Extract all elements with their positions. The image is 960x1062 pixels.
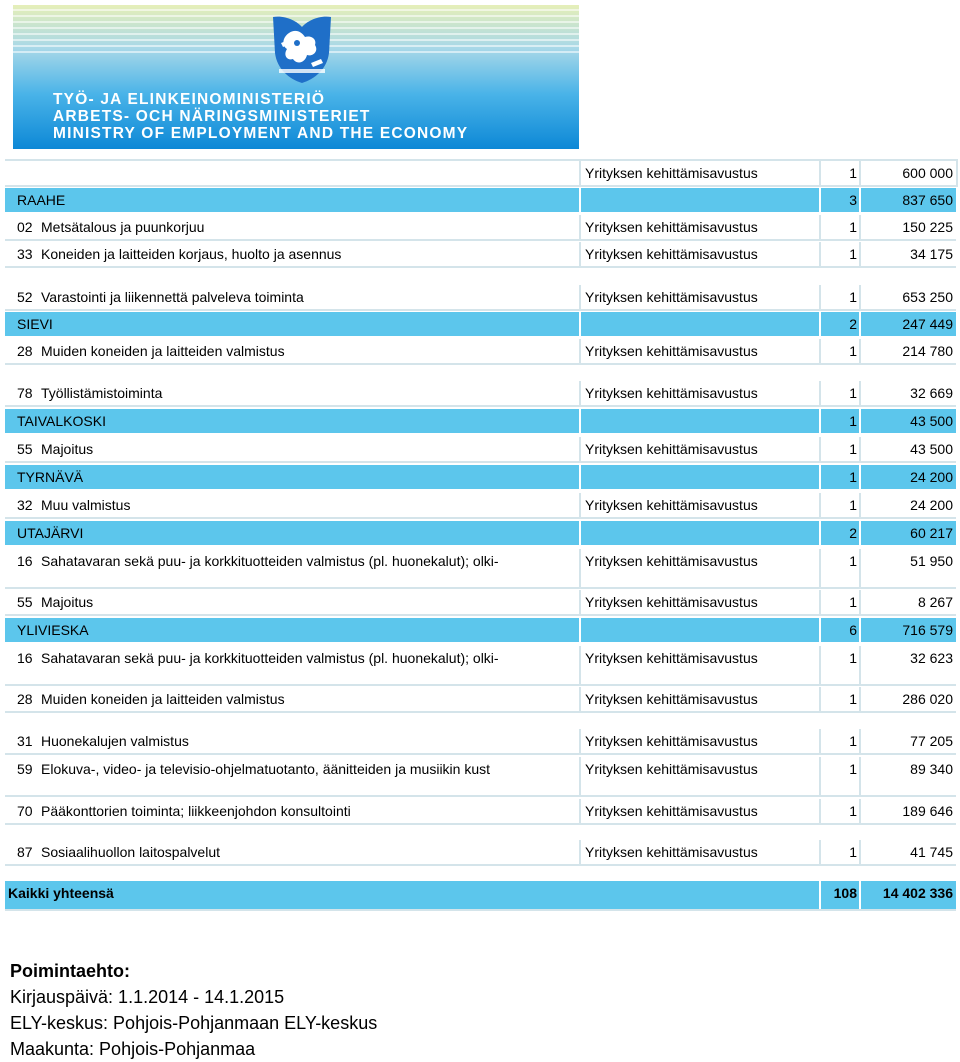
- industry-name: Työllistämistoiminta: [41, 385, 163, 401]
- criteria-heading: Poimintaehto:: [10, 961, 130, 981]
- count-cell: 1: [819, 437, 859, 461]
- industry-name: Muiden koneiden ja laitteiden valmistus: [41, 343, 285, 359]
- industry-code: 31: [17, 733, 33, 749]
- grant-type-cell: Yrityksen kehittämisavustus: [579, 285, 819, 309]
- grant-type-cell: Yrityksen kehittämisavustus: [579, 549, 819, 587]
- count-cell: 1: [819, 757, 859, 795]
- total-count: 108: [819, 881, 859, 909]
- industry-name: Muu valmistus: [41, 497, 131, 513]
- count-cell: 1: [819, 285, 859, 309]
- industry-name: Pääkonttorien toiminta; liikkeenjohdon konsultointi: [41, 803, 351, 819]
- industry-cell: [5, 242, 579, 266]
- amount-cell: 41 745: [859, 840, 956, 864]
- table-row: [5, 381, 956, 407]
- grant-type-cell: [579, 465, 819, 489]
- industry-cell: [5, 590, 579, 614]
- industry-cell: [5, 285, 579, 309]
- amount-cell: 247 449: [859, 312, 956, 336]
- grant-type-cell: Yrityksen kehittämisavustus: [579, 729, 819, 753]
- table-row: [5, 590, 956, 616]
- criteria-date-range: Kirjauspäivä: 1.1.2014 - 14.1.2015: [10, 987, 285, 1007]
- amount-cell: 837 650: [859, 188, 956, 212]
- industry-name: Huonekalujen valmistus: [41, 733, 189, 749]
- municipality-row: [5, 312, 956, 336]
- industry-code: 32: [17, 497, 33, 513]
- industry-cell: [5, 493, 579, 517]
- grant-type-cell: Yrityksen kehittämisavustus: [579, 437, 819, 461]
- industry-name: Varastointi ja liikennettä palveleva toiminta: [41, 289, 304, 305]
- industry-code: 78: [17, 385, 33, 401]
- industry-code: 28: [17, 343, 33, 359]
- table-row: [5, 757, 956, 797]
- amount-cell: 214 780: [859, 339, 956, 363]
- table-row: [5, 799, 956, 825]
- municipality-name: YLIVIESKA: [17, 622, 89, 638]
- industry-code: 55: [17, 441, 33, 457]
- table-row: [5, 646, 956, 686]
- industry-name: Sahatavaran sekä puu- ja korkkituotteiden valmistus (pl. huonekalut); olki-: [41, 553, 499, 569]
- industry-cell: [5, 549, 565, 587]
- industry-cell: [5, 339, 579, 363]
- table-row: [5, 242, 956, 268]
- grant-type-cell: [579, 312, 819, 336]
- count-cell: 3: [819, 188, 859, 212]
- grant-type-cell: [579, 521, 819, 545]
- count-cell: 1: [819, 840, 859, 864]
- ministry-name-en: MINISTRY OF EMPLOYMENT AND THE ECONOMY: [53, 125, 469, 142]
- count-cell: 1: [819, 590, 859, 614]
- ministry-name: [53, 91, 573, 142]
- amount-cell: 60 217: [859, 521, 956, 545]
- industry-cell: [5, 437, 579, 461]
- grant-type-cell: Yrityksen kehittämisavustus: [579, 339, 819, 363]
- municipality-row: [5, 188, 956, 212]
- industry-cell: [5, 729, 579, 753]
- count-cell: 1: [819, 493, 859, 517]
- table-row: [5, 840, 956, 866]
- total-amount: 14 402 336: [859, 881, 956, 909]
- amount-cell: 32 623: [859, 646, 956, 684]
- criteria-ely-centre: ELY-keskus: Pohjois-Pohjanmaan ELY-keskus: [10, 1013, 378, 1033]
- count-cell: 2: [819, 521, 859, 545]
- ministry-logo-banner: [13, 5, 579, 149]
- grant-type-cell: Yrityksen kehittämisavustus: [579, 381, 819, 405]
- grant-type-cell: Yrityksen kehittämisavustus: [579, 840, 819, 864]
- industry-cell: [5, 646, 565, 684]
- amount-cell: 189 646: [859, 799, 956, 823]
- count-cell: 1: [819, 339, 859, 363]
- total-row: [5, 881, 956, 911]
- table-row: [5, 729, 956, 755]
- grant-type-cell: Yrityksen kehittämisavustus: [579, 646, 819, 684]
- industry-code: 33: [17, 246, 33, 262]
- industry-code: 16: [17, 650, 33, 666]
- industry-name: Sahatavaran sekä puu- ja korkkituotteiden valmistus (pl. huonekalut); olki-: [41, 650, 499, 666]
- count-cell: 1: [819, 799, 859, 823]
- industry-cell: [5, 840, 579, 864]
- amount-cell: 716 579: [859, 618, 956, 642]
- table-row: [5, 159, 958, 187]
- industry-cell: [5, 799, 579, 823]
- industry-code: 16: [17, 553, 33, 569]
- industry-cell: [5, 161, 579, 185]
- total-type-cell: [579, 881, 819, 909]
- amount-cell: 150 225: [859, 215, 956, 239]
- industry-code: 70: [17, 803, 33, 819]
- selection-criteria: [10, 958, 377, 1062]
- table-row: [5, 687, 956, 713]
- criteria-region: Maakunta: Pohjois-Pohjanmaa: [10, 1039, 256, 1059]
- amount-cell: 8 267: [859, 590, 956, 614]
- industry-code: 28: [17, 691, 33, 707]
- count-cell: 1: [819, 687, 859, 711]
- municipality-row: [5, 409, 956, 433]
- table-row: [5, 437, 956, 463]
- municipality-name: TYRNÄVÄ: [17, 469, 84, 485]
- ministry-name-sv: ARBETS- OCH NÄRINGSMINISTERIET: [53, 108, 371, 125]
- industry-code: 52: [17, 289, 33, 305]
- amount-cell: 43 500: [859, 409, 956, 433]
- grant-type-cell: Yrityksen kehittämisavustus: [579, 757, 819, 795]
- amount-cell: 24 200: [859, 493, 956, 517]
- count-cell: 1: [819, 465, 859, 489]
- grant-type-cell: Yrityksen kehittämisavustus: [579, 493, 819, 517]
- grant-type-cell: Yrityksen kehittämisavustus: [579, 687, 819, 711]
- table-row: [5, 215, 956, 241]
- municipality-row: [5, 618, 956, 642]
- grant-type-cell: [579, 409, 819, 433]
- municipality-name: UTAJÄRVI: [17, 525, 84, 541]
- industry-code: 55: [17, 594, 33, 610]
- count-cell: 6: [819, 618, 859, 642]
- grant-type-cell: Yrityksen kehittämisavustus: [579, 215, 819, 239]
- industry-name: Majoitus: [41, 594, 94, 610]
- count-cell: 1: [819, 381, 859, 405]
- municipality-name: TAIVALKOSKI: [17, 413, 106, 429]
- industry-cell: [5, 215, 579, 239]
- industry-name: Sosiaalihuollon laitospalvelut: [41, 844, 221, 860]
- industry-cell: [5, 757, 565, 795]
- grant-type-cell: Yrityksen kehittämisavustus: [579, 161, 819, 185]
- table-row: [5, 493, 956, 519]
- industry-name: Elokuva-, video- ja televisio-ohjelmatuotanto, äänitteiden ja musiikin kust: [41, 761, 491, 777]
- municipality-name: RAAHE: [17, 192, 66, 208]
- municipality-row: [5, 465, 956, 489]
- amount-cell: 600 000: [859, 161, 956, 185]
- count-cell: 1: [819, 215, 859, 239]
- amount-cell: 51 950: [859, 549, 956, 587]
- count-cell: 1: [819, 242, 859, 266]
- amount-cell: 77 205: [859, 729, 956, 753]
- industry-cell: [5, 687, 579, 711]
- industry-code: 59: [17, 761, 33, 777]
- amount-cell: 24 200: [859, 465, 956, 489]
- lion-crest-icon: [267, 13, 337, 90]
- municipality-name: SIEVI: [17, 316, 53, 332]
- table-row: [5, 549, 956, 589]
- industry-name: Metsätalous ja puunkorjuu: [41, 219, 205, 235]
- amount-cell: 32 669: [859, 381, 956, 405]
- industry-name: Muiden koneiden ja laitteiden valmistus: [41, 691, 285, 707]
- count-cell: 1: [819, 549, 859, 587]
- count-cell: 1: [819, 646, 859, 684]
- table-row: [5, 339, 956, 365]
- amount-cell: 653 250: [859, 285, 956, 309]
- grant-type-cell: Yrityksen kehittämisavustus: [579, 590, 819, 614]
- count-cell: 1: [819, 161, 859, 185]
- amount-cell: 89 340: [859, 757, 956, 795]
- grant-type-cell: [579, 188, 819, 212]
- grant-type-cell: [579, 618, 819, 642]
- municipality-row: [5, 521, 956, 545]
- industry-code: 02: [17, 219, 33, 235]
- industry-name: Majoitus: [41, 441, 94, 457]
- count-cell: 1: [819, 409, 859, 433]
- table-row: [5, 285, 956, 311]
- amount-cell: 43 500: [859, 437, 956, 461]
- count-cell: 1: [819, 729, 859, 753]
- count-cell: 2: [819, 312, 859, 336]
- grant-type-cell: Yrityksen kehittämisavustus: [579, 799, 819, 823]
- industry-code: 87: [17, 844, 33, 860]
- industry-name: Koneiden ja laitteiden korjaus, huolto ja asennus: [41, 246, 342, 262]
- amount-cell: 34 175: [859, 242, 956, 266]
- ministry-name-fi: TYÖ- JA ELINKEINOMINISTERIÖ: [53, 91, 326, 108]
- grant-type-cell: Yrityksen kehittämisavustus: [579, 242, 819, 266]
- amount-cell: 286 020: [859, 687, 956, 711]
- total-label: Kaikki yhteensä: [8, 885, 114, 901]
- industry-cell: [5, 381, 579, 405]
